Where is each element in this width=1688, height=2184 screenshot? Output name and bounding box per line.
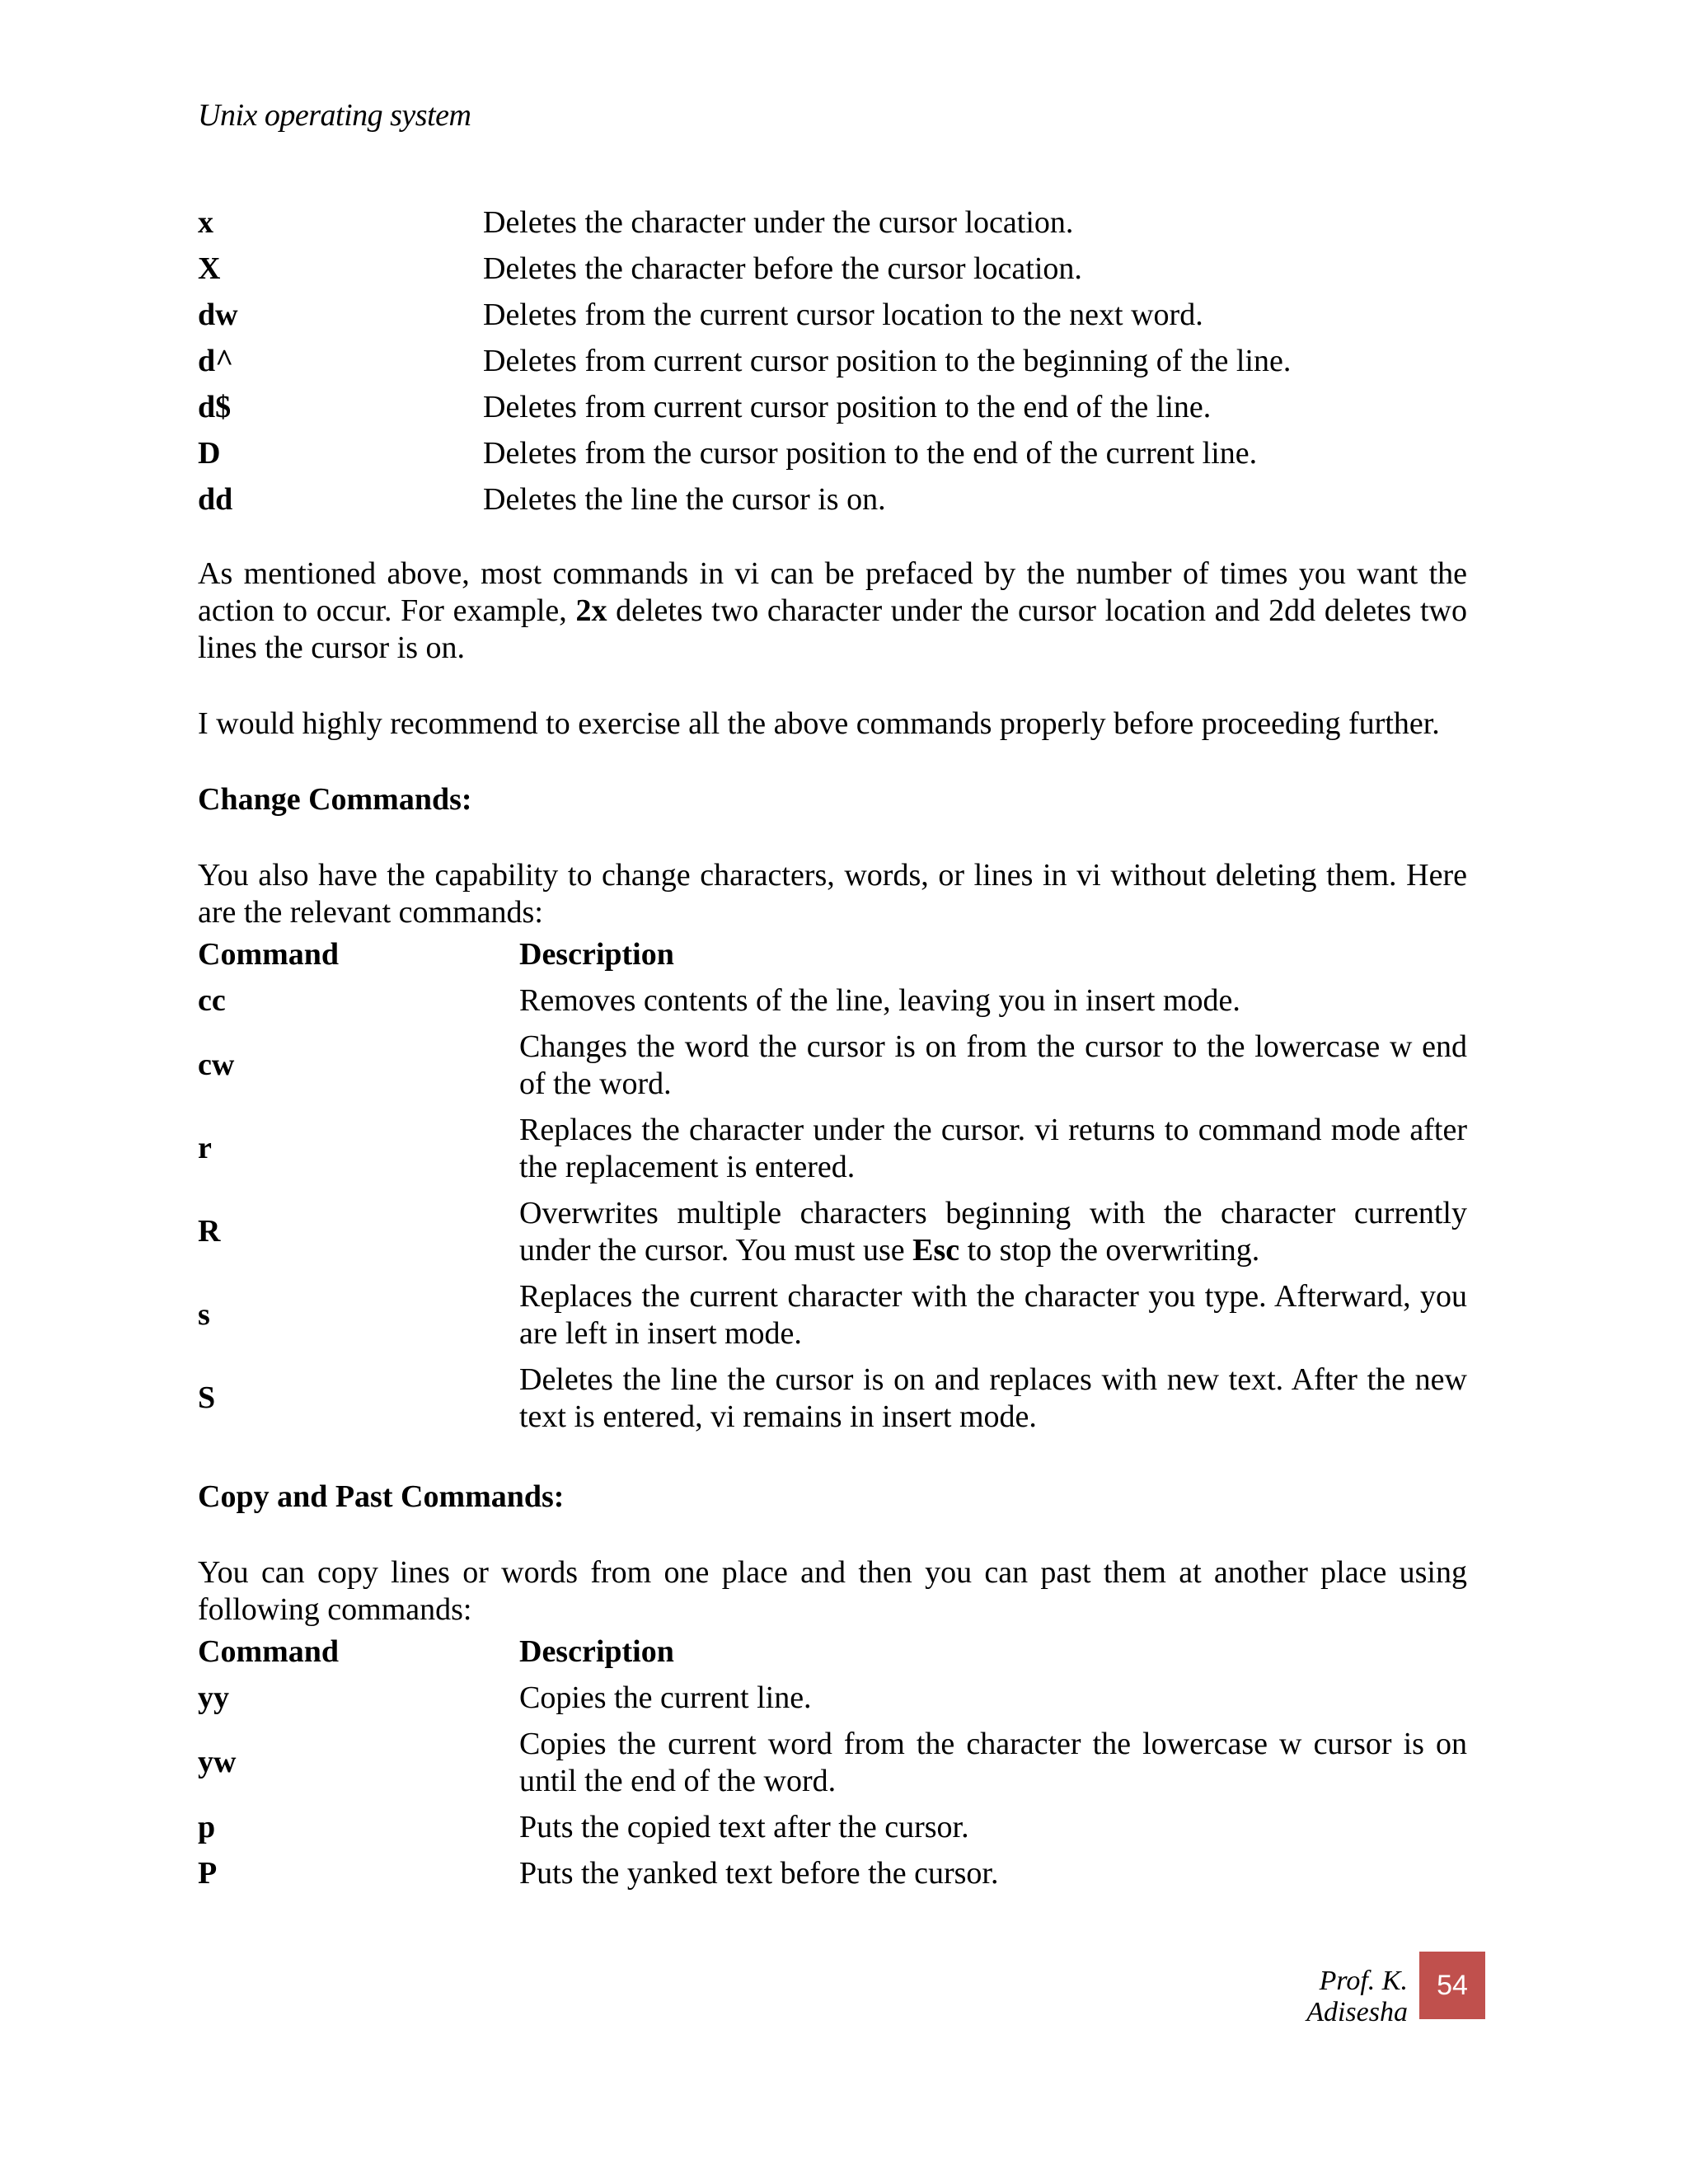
table-row [198, 977, 1467, 1024]
description-cell: Deletes the line the cursor is on and replaces with new text. After the new text is entered, vi remains in insert mode. [519, 1361, 1467, 1434]
table-row [198, 476, 1467, 523]
command-cell: X [198, 251, 221, 286]
column-header-command: Command [198, 936, 340, 972]
command-cell: d$ [198, 389, 232, 424]
paragraph-copy-intro: You can copy lines or words from one place and then you can past them at another place using following commands: [198, 1555, 1467, 1627]
table-row [198, 292, 1467, 338]
command-cell: yw [198, 1745, 237, 1779]
description-cell: Replaces the character under the cursor. vi returns to command mode after the replacement is entered. [519, 1112, 1467, 1184]
esc-key-label: Esc [912, 1232, 960, 1268]
page-number-badge: 54 [1419, 1952, 1485, 2019]
table-row [198, 246, 1467, 292]
column-header-description: Description [519, 1633, 674, 1669]
command-cell: dd [198, 481, 233, 517]
description-text: Overwrites multiple characters beginning with the character currently under the cursor. You must use [519, 1195, 1467, 1268]
description-cell: Puts the copied text after the cursor. [519, 1809, 969, 1844]
paragraph-count-prefix [198, 555, 1467, 667]
table-row [198, 430, 1467, 476]
bold-example: 2x [575, 593, 607, 628]
description-cell: Replaces the current character with the character you type. Afterward, you are left in insert mode. [519, 1278, 1467, 1351]
footer-author: Prof. K. Adisesha [1306, 1966, 1408, 2027]
running-header: Unix operating system [198, 98, 471, 133]
paragraph-change-intro: You also have the capability to change characters, words, or lines in vi without deleting them. Here are the relevant commands: [198, 858, 1467, 930]
description-cell: Copies the current line. [519, 1680, 812, 1715]
description-cell: Deletes the character before the cursor location. [483, 251, 1082, 286]
change-commands-table [198, 931, 1467, 1440]
command-cell: d^ [198, 343, 234, 378]
description-cell: Puts the yanked text before the cursor. [519, 1855, 999, 1891]
paragraph-recommendation: I would highly recommend to exercise all the above commands properly before proceeding further. [198, 706, 1440, 741]
table-row [198, 1357, 1467, 1440]
delete-commands-table [198, 199, 1467, 523]
table-row [198, 1850, 1467, 1896]
column-header-command: Command [198, 1633, 340, 1669]
description-cell: Removes contents of the line, leaving you in insert mode. [519, 982, 1240, 1018]
table-row [198, 384, 1467, 430]
command-cell: yy [198, 1680, 229, 1715]
table-row [198, 1804, 1467, 1850]
description-text: to stop the overwriting. [959, 1232, 1260, 1268]
description-cell: Deletes from the cursor position to the end of the current line. [483, 435, 1258, 471]
description-cell: Deletes the line the cursor is on. [483, 481, 886, 517]
paragraph-text: As mentioned above, most commands in vi can be prefaced by the number of times you want the action to occur. For example, [198, 556, 1467, 628]
description-cell: Changes the word the cursor is on from the cursor to the lowercase w end of the word. [519, 1029, 1467, 1101]
command-cell: p [198, 1809, 216, 1844]
table-row [198, 338, 1467, 384]
description-cell: Copies the current word from the character the lowercase w cursor is on until the end of the word. [519, 1726, 1467, 1798]
table-header-row [198, 931, 1467, 977]
section-heading-copy: Copy and Past Commands: [198, 1479, 565, 1514]
command-cell: cc [198, 982, 226, 1018]
paragraph-text: deletes two character under the cursor location and 2dd deletes two lines the cursor is on. [198, 593, 1467, 665]
table-row [198, 1190, 1467, 1273]
command-cell: r [198, 1131, 212, 1165]
command-cell: P [198, 1855, 218, 1891]
description-cell [519, 1195, 1467, 1269]
command-cell: S [198, 1380, 216, 1415]
command-cell: dw [198, 297, 238, 332]
description-cell: Deletes from current cursor position to the beginning of the line. [483, 343, 1292, 378]
table-row [198, 1721, 1467, 1804]
description-cell: Deletes from the current cursor location to the next word. [483, 297, 1203, 332]
command-cell: R [198, 1214, 221, 1249]
table-header-row [198, 1629, 1467, 1675]
table-row [198, 1675, 1467, 1721]
description-cell: Deletes the character under the cursor location. [483, 204, 1074, 240]
table-row [198, 1107, 1467, 1190]
description-cell: Deletes from current cursor position to the end of the line. [483, 389, 1212, 424]
page-content [198, 199, 1467, 1896]
copy-commands-table [198, 1629, 1467, 1896]
table-row [198, 199, 1467, 246]
command-cell: cw [198, 1047, 235, 1082]
command-cell: x [198, 204, 213, 240]
table-row [198, 1024, 1467, 1107]
table-row [198, 1273, 1467, 1357]
column-header-description: Description [519, 936, 674, 972]
section-heading-change: Change Commands: [198, 782, 472, 817]
command-cell: D [198, 435, 221, 471]
command-cell: s [198, 1297, 210, 1332]
